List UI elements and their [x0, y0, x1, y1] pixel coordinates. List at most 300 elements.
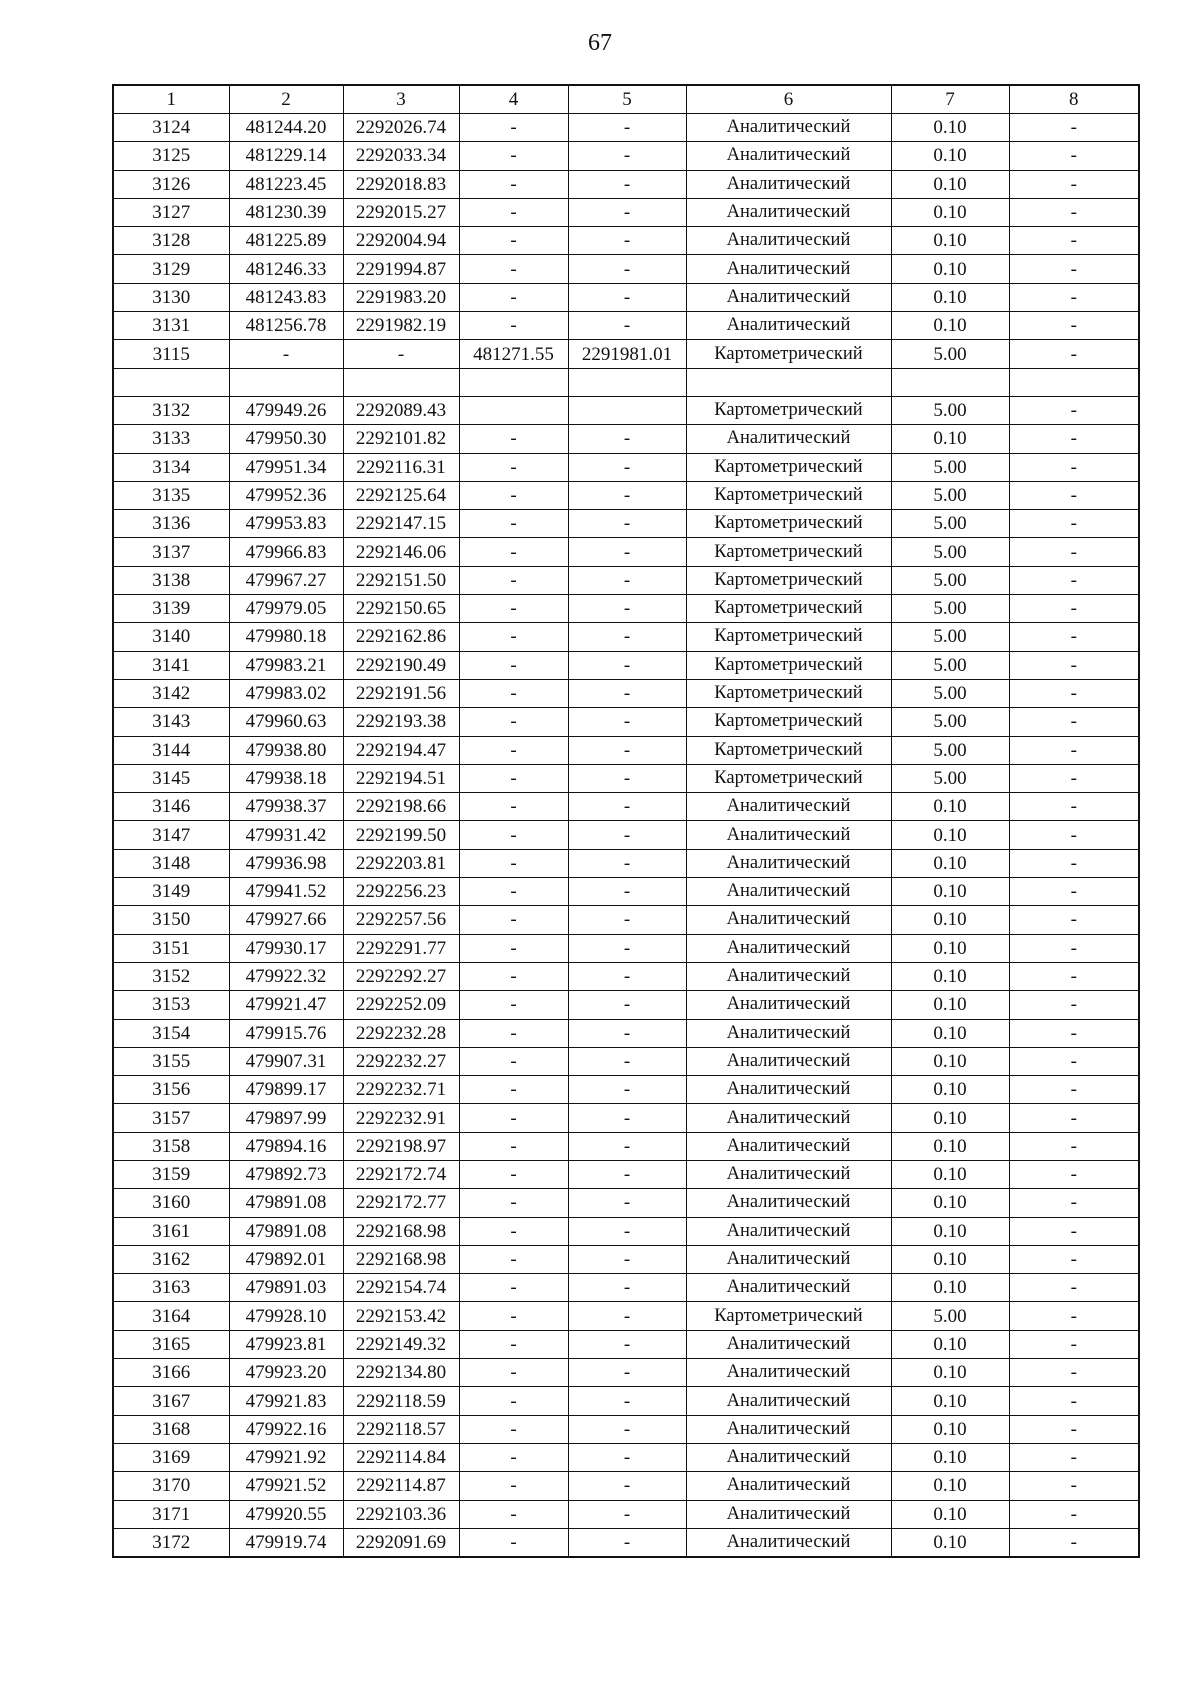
point-number-cell: 3135 — [113, 481, 229, 509]
table-row — [113, 1104, 1139, 1132]
method-cell: Аналитический — [686, 1359, 891, 1387]
table-row — [113, 481, 1139, 509]
x-alt-coordinate-cell: - — [459, 1104, 568, 1132]
point-number-cell: 3131 — [113, 312, 229, 340]
y-coordinate-cell: 2292172.74 — [343, 1160, 459, 1188]
y-coordinate-cell: 2292101.82 — [343, 425, 459, 453]
y-alt-coordinate-cell: - — [568, 1160, 686, 1188]
table-row — [113, 170, 1139, 198]
point-number-cell: 3171 — [113, 1500, 229, 1528]
method-cell: Аналитический — [686, 1019, 891, 1047]
table-row — [113, 736, 1139, 764]
accuracy-cell: 0.10 — [891, 1019, 1009, 1047]
table-row — [113, 453, 1139, 481]
note-cell: - — [1009, 1160, 1139, 1188]
accuracy-cell: 0.10 — [891, 1132, 1009, 1160]
method-cell: Аналитический — [686, 425, 891, 453]
point-number-cell: 3159 — [113, 1160, 229, 1188]
note-cell: - — [1009, 538, 1139, 566]
table-row — [113, 679, 1139, 707]
note-cell: - — [1009, 1104, 1139, 1132]
note-cell: - — [1009, 1047, 1139, 1075]
y-coordinate-cell: 2292168.98 — [343, 1217, 459, 1245]
point-number-cell: 3150 — [113, 906, 229, 934]
point-number-cell: 3128 — [113, 227, 229, 255]
column-header: 6 — [686, 85, 891, 114]
y-coordinate-cell: 2292146.06 — [343, 538, 459, 566]
note-cell: - — [1009, 708, 1139, 736]
note-cell: - — [1009, 510, 1139, 538]
method-cell: Аналитический — [686, 1387, 891, 1415]
x-coordinate-cell: 479938.37 — [229, 793, 343, 821]
method-cell: Картометрический — [686, 453, 891, 481]
accuracy-cell: 0.10 — [891, 1330, 1009, 1358]
y-coordinate-cell: 2292198.66 — [343, 793, 459, 821]
y-coordinate-cell: 2292232.28 — [343, 1019, 459, 1047]
method-cell: Аналитический — [686, 1330, 891, 1358]
y-alt-coordinate-cell: - — [568, 1047, 686, 1075]
x-coordinate-cell: 481225.89 — [229, 227, 343, 255]
accuracy-cell: 0.10 — [891, 1274, 1009, 1302]
y-coordinate-cell: 2292103.36 — [343, 1500, 459, 1528]
y-coordinate-cell: 2292118.59 — [343, 1387, 459, 1415]
accuracy-cell — [891, 368, 1009, 396]
accuracy-cell: 0.10 — [891, 934, 1009, 962]
x-coordinate-cell: 479967.27 — [229, 566, 343, 594]
note-cell: - — [1009, 623, 1139, 651]
y-coordinate-cell: - — [343, 340, 459, 368]
table-row — [113, 1189, 1139, 1217]
y-alt-coordinate-cell: - — [568, 1189, 686, 1217]
method-cell: Картометрический — [686, 595, 891, 623]
y-coordinate-cell: 2292292.27 — [343, 962, 459, 990]
y-alt-coordinate-cell: - — [568, 510, 686, 538]
point-number-cell: 3145 — [113, 764, 229, 792]
accuracy-cell: 5.00 — [891, 538, 1009, 566]
method-cell: Аналитический — [686, 1104, 891, 1132]
accuracy-cell: 0.10 — [891, 1104, 1009, 1132]
y-coordinate-cell: 2292199.50 — [343, 821, 459, 849]
y-alt-coordinate-cell: - — [568, 1528, 686, 1557]
x-alt-coordinate-cell: - — [459, 708, 568, 736]
y-alt-coordinate-cell: - — [568, 1019, 686, 1047]
accuracy-cell: 0.10 — [891, 1245, 1009, 1273]
table-row — [113, 1160, 1139, 1188]
table-row — [113, 312, 1139, 340]
accuracy-cell: 0.10 — [891, 906, 1009, 934]
y-alt-coordinate-cell: - — [568, 453, 686, 481]
note-cell: - — [1009, 1302, 1139, 1330]
point-number-cell: 3133 — [113, 425, 229, 453]
y-coordinate-cell: 2292033.34 — [343, 142, 459, 170]
accuracy-cell: 0.10 — [891, 283, 1009, 311]
y-alt-coordinate-cell: - — [568, 1472, 686, 1500]
table-row — [113, 595, 1139, 623]
method-cell: Аналитический — [686, 1047, 891, 1075]
accuracy-cell: 0.10 — [891, 170, 1009, 198]
y-alt-coordinate-cell: - — [568, 1274, 686, 1302]
table-row — [113, 1019, 1139, 1047]
x-alt-coordinate-cell: - — [459, 1019, 568, 1047]
table-row — [113, 1472, 1139, 1500]
x-alt-coordinate-cell — [459, 396, 568, 424]
x-coordinate-cell: 479941.52 — [229, 878, 343, 906]
accuracy-cell: 5.00 — [891, 396, 1009, 424]
accuracy-cell: 0.10 — [891, 1528, 1009, 1557]
column-header: 1 — [113, 85, 229, 114]
method-cell: Аналитический — [686, 1415, 891, 1443]
y-alt-coordinate-cell: - — [568, 1387, 686, 1415]
accuracy-cell: 0.10 — [891, 425, 1009, 453]
note-cell: - — [1009, 1500, 1139, 1528]
x-coordinate-cell: 479897.99 — [229, 1104, 343, 1132]
point-number-cell: 3132 — [113, 396, 229, 424]
note-cell: - — [1009, 453, 1139, 481]
table-row — [113, 1359, 1139, 1387]
method-cell: Аналитический — [686, 793, 891, 821]
table-row — [113, 510, 1139, 538]
x-alt-coordinate-cell: - — [459, 679, 568, 707]
x-coordinate-cell: 479936.98 — [229, 849, 343, 877]
note-cell: - — [1009, 396, 1139, 424]
method-cell: Аналитический — [686, 1472, 891, 1500]
y-alt-coordinate-cell: - — [568, 878, 686, 906]
accuracy-cell: 0.10 — [891, 1472, 1009, 1500]
accuracy-cell: 0.10 — [891, 142, 1009, 170]
x-coordinate-cell: 479891.08 — [229, 1189, 343, 1217]
x-alt-coordinate-cell: - — [459, 312, 568, 340]
x-alt-coordinate-cell: - — [459, 1443, 568, 1471]
y-coordinate-cell: 2292018.83 — [343, 170, 459, 198]
note-cell: - — [1009, 1415, 1139, 1443]
method-cell: Аналитический — [686, 849, 891, 877]
y-alt-coordinate-cell: - — [568, 1500, 686, 1528]
point-number-cell: 3156 — [113, 1076, 229, 1104]
x-coordinate-cell: 479923.20 — [229, 1359, 343, 1387]
note-cell: - — [1009, 1217, 1139, 1245]
y-alt-coordinate-cell: - — [568, 934, 686, 962]
note-cell: - — [1009, 312, 1139, 340]
x-alt-coordinate-cell: - — [459, 962, 568, 990]
table-row — [113, 227, 1139, 255]
y-alt-coordinate-cell: 2291981.01 — [568, 340, 686, 368]
accuracy-cell: 0.10 — [891, 227, 1009, 255]
x-alt-coordinate-cell: - — [459, 764, 568, 792]
note-cell: - — [1009, 1274, 1139, 1302]
x-coordinate-cell: 481246.33 — [229, 255, 343, 283]
accuracy-cell: 0.10 — [891, 821, 1009, 849]
x-alt-coordinate-cell: - — [459, 1132, 568, 1160]
note-cell: - — [1009, 1387, 1139, 1415]
table-row — [113, 906, 1139, 934]
point-number-cell: 3139 — [113, 595, 229, 623]
accuracy-cell: 0.10 — [891, 849, 1009, 877]
point-number-cell: 3164 — [113, 1302, 229, 1330]
x-coordinate-cell: 479899.17 — [229, 1076, 343, 1104]
table-row — [113, 1330, 1139, 1358]
y-alt-coordinate-cell: - — [568, 793, 686, 821]
y-alt-coordinate-cell: - — [568, 1302, 686, 1330]
method-cell: Аналитический — [686, 1245, 891, 1273]
x-alt-coordinate-cell: - — [459, 991, 568, 1019]
point-number-cell: 3140 — [113, 623, 229, 651]
method-cell: Аналитический — [686, 1528, 891, 1557]
note-cell: - — [1009, 793, 1139, 821]
y-coordinate-cell: 2292147.15 — [343, 510, 459, 538]
accuracy-cell: 5.00 — [891, 566, 1009, 594]
y-alt-coordinate-cell: - — [568, 679, 686, 707]
method-cell: Аналитический — [686, 114, 891, 142]
y-coordinate-cell: 2292194.47 — [343, 736, 459, 764]
point-number-cell: 3141 — [113, 651, 229, 679]
point-number-cell: 3169 — [113, 1443, 229, 1471]
table-row — [113, 1528, 1139, 1557]
note-cell: - — [1009, 198, 1139, 226]
point-number-cell: 3152 — [113, 962, 229, 990]
accuracy-cell: 5.00 — [891, 679, 1009, 707]
x-coordinate-cell: 479922.32 — [229, 962, 343, 990]
point-number-cell: 3149 — [113, 878, 229, 906]
y-alt-coordinate-cell: - — [568, 283, 686, 311]
x-alt-coordinate-cell: - — [459, 538, 568, 566]
accuracy-cell: 5.00 — [891, 1302, 1009, 1330]
y-alt-coordinate-cell: - — [568, 1443, 686, 1471]
y-coordinate-cell: 2292089.43 — [343, 396, 459, 424]
y-alt-coordinate-cell: - — [568, 312, 686, 340]
y-alt-coordinate-cell: - — [568, 1359, 686, 1387]
x-coordinate-cell: 479951.34 — [229, 453, 343, 481]
x-coordinate-cell: 479938.80 — [229, 736, 343, 764]
table-body — [113, 85, 1139, 1557]
note-cell: - — [1009, 1076, 1139, 1104]
method-cell: Картометрический — [686, 651, 891, 679]
table-row — [113, 651, 1139, 679]
y-alt-coordinate-cell: - — [568, 142, 686, 170]
table-row — [113, 283, 1139, 311]
y-coordinate-cell: 2292198.97 — [343, 1132, 459, 1160]
note-cell: - — [1009, 1019, 1139, 1047]
method-cell — [686, 368, 891, 396]
y-alt-coordinate-cell: - — [568, 1415, 686, 1443]
note-cell: - — [1009, 1359, 1139, 1387]
note-cell: - — [1009, 1443, 1139, 1471]
x-alt-coordinate-cell: - — [459, 1330, 568, 1358]
table-row — [113, 991, 1139, 1019]
note-cell: - — [1009, 1132, 1139, 1160]
method-cell: Аналитический — [686, 1274, 891, 1302]
y-alt-coordinate-cell: - — [568, 114, 686, 142]
table-row — [113, 538, 1139, 566]
x-alt-coordinate-cell: - — [459, 114, 568, 142]
table-row — [113, 368, 1139, 396]
note-cell: - — [1009, 934, 1139, 962]
point-number-cell: 3115 — [113, 340, 229, 368]
point-number-cell: 3124 — [113, 114, 229, 142]
x-coordinate-cell: 479938.18 — [229, 764, 343, 792]
note-cell: - — [1009, 821, 1139, 849]
x-coordinate-cell — [229, 368, 343, 396]
x-coordinate-cell: 479952.36 — [229, 481, 343, 509]
accuracy-cell: 0.10 — [891, 1500, 1009, 1528]
accuracy-cell: 0.10 — [891, 1160, 1009, 1188]
table-row — [113, 396, 1139, 424]
table-header-row — [113, 85, 1139, 114]
point-number-cell: 3138 — [113, 566, 229, 594]
y-coordinate-cell: 2292116.31 — [343, 453, 459, 481]
x-coordinate-cell: 479891.08 — [229, 1217, 343, 1245]
column-header: 5 — [568, 85, 686, 114]
y-alt-coordinate-cell: - — [568, 736, 686, 764]
method-cell: Аналитический — [686, 878, 891, 906]
y-coordinate-cell: 2292118.57 — [343, 1415, 459, 1443]
method-cell: Аналитический — [686, 1443, 891, 1471]
y-coordinate-cell: 2292256.23 — [343, 878, 459, 906]
y-coordinate-cell: 2292291.77 — [343, 934, 459, 962]
y-coordinate-cell: 2292150.65 — [343, 595, 459, 623]
point-number-cell: 3151 — [113, 934, 229, 962]
x-coordinate-cell: 479979.05 — [229, 595, 343, 623]
x-alt-coordinate-cell: - — [459, 1472, 568, 1500]
x-alt-coordinate-cell: - — [459, 1359, 568, 1387]
point-number-cell: 3162 — [113, 1245, 229, 1273]
note-cell: - — [1009, 906, 1139, 934]
note-cell: - — [1009, 340, 1139, 368]
point-number-cell: 3126 — [113, 170, 229, 198]
x-alt-coordinate-cell: - — [459, 425, 568, 453]
point-number-cell: 3165 — [113, 1330, 229, 1358]
table-row — [113, 566, 1139, 594]
note-cell: - — [1009, 566, 1139, 594]
y-alt-coordinate-cell: - — [568, 1245, 686, 1273]
point-number-cell: 3153 — [113, 991, 229, 1019]
note-cell: - — [1009, 1189, 1139, 1217]
accuracy-cell: 5.00 — [891, 481, 1009, 509]
x-coordinate-cell: 479960.63 — [229, 708, 343, 736]
x-alt-coordinate-cell: - — [459, 906, 568, 934]
table-row — [113, 623, 1139, 651]
note-cell: - — [1009, 651, 1139, 679]
x-coordinate-cell: 479980.18 — [229, 623, 343, 651]
point-number-cell: 3160 — [113, 1189, 229, 1217]
note-cell: - — [1009, 283, 1139, 311]
method-cell: Аналитический — [686, 1189, 891, 1217]
table-row — [113, 878, 1139, 906]
x-alt-coordinate-cell: - — [459, 878, 568, 906]
point-number-cell: 3147 — [113, 821, 229, 849]
x-alt-coordinate-cell: - — [459, 566, 568, 594]
point-number-cell: 3144 — [113, 736, 229, 764]
accuracy-cell: 0.10 — [891, 878, 1009, 906]
point-number-cell: 3166 — [113, 1359, 229, 1387]
accuracy-cell: 0.10 — [891, 255, 1009, 283]
x-alt-coordinate-cell: - — [459, 510, 568, 538]
x-coordinate-cell: 479950.30 — [229, 425, 343, 453]
point-number-cell: 3127 — [113, 198, 229, 226]
table-row — [113, 340, 1139, 368]
accuracy-cell: 5.00 — [891, 764, 1009, 792]
y-alt-coordinate-cell: - — [568, 538, 686, 566]
table-row — [113, 1274, 1139, 1302]
table-row — [113, 1217, 1139, 1245]
method-cell: Аналитический — [686, 1500, 891, 1528]
method-cell: Аналитический — [686, 1160, 891, 1188]
x-coordinate-cell: 479921.47 — [229, 991, 343, 1019]
y-coordinate-cell: 2292091.69 — [343, 1528, 459, 1557]
x-coordinate-cell: 481256.78 — [229, 312, 343, 340]
y-alt-coordinate-cell: - — [568, 170, 686, 198]
x-alt-coordinate-cell: - — [459, 1217, 568, 1245]
x-coordinate-cell: 479915.76 — [229, 1019, 343, 1047]
method-cell: Аналитический — [686, 1076, 891, 1104]
accuracy-cell: 0.10 — [891, 1359, 1009, 1387]
note-cell: - — [1009, 114, 1139, 142]
y-coordinate-cell: 2292026.74 — [343, 114, 459, 142]
point-number-cell: 3146 — [113, 793, 229, 821]
x-coordinate-cell: 479892.01 — [229, 1245, 343, 1273]
x-coordinate-cell: 479920.55 — [229, 1500, 343, 1528]
accuracy-cell: 0.10 — [891, 1443, 1009, 1471]
point-number-cell: 3170 — [113, 1472, 229, 1500]
column-header: 4 — [459, 85, 568, 114]
y-coordinate-cell: 2292257.56 — [343, 906, 459, 934]
note-cell: - — [1009, 1472, 1139, 1500]
accuracy-cell: 0.10 — [891, 1387, 1009, 1415]
x-alt-coordinate-cell: - — [459, 1189, 568, 1217]
table-row — [113, 425, 1139, 453]
table-row — [113, 1415, 1139, 1443]
method-cell: Картометрический — [686, 764, 891, 792]
point-number-cell: 3129 — [113, 255, 229, 283]
x-coordinate-cell: 479927.66 — [229, 906, 343, 934]
x-alt-coordinate-cell: - — [459, 651, 568, 679]
x-alt-coordinate-cell: - — [459, 1076, 568, 1104]
x-coordinate-cell: 479966.83 — [229, 538, 343, 566]
y-alt-coordinate-cell — [568, 368, 686, 396]
y-coordinate-cell: 2292151.50 — [343, 566, 459, 594]
note-cell: - — [1009, 962, 1139, 990]
accuracy-cell: 0.10 — [891, 991, 1009, 1019]
accuracy-cell: 0.10 — [891, 312, 1009, 340]
method-cell: Картометрический — [686, 340, 891, 368]
note-cell — [1009, 368, 1139, 396]
method-cell: Картометрический — [686, 708, 891, 736]
method-cell: Аналитический — [686, 906, 891, 934]
y-alt-coordinate-cell: - — [568, 708, 686, 736]
point-number-cell: 3137 — [113, 538, 229, 566]
method-cell: Аналитический — [686, 991, 891, 1019]
accuracy-cell: 5.00 — [891, 736, 1009, 764]
point-number-cell: 3136 — [113, 510, 229, 538]
y-coordinate-cell: 2292232.27 — [343, 1047, 459, 1075]
y-alt-coordinate-cell: - — [568, 906, 686, 934]
y-coordinate-cell: 2292004.94 — [343, 227, 459, 255]
method-cell: Аналитический — [686, 312, 891, 340]
x-alt-coordinate-cell: - — [459, 1387, 568, 1415]
x-alt-coordinate-cell: - — [459, 481, 568, 509]
x-alt-coordinate-cell: - — [459, 1047, 568, 1075]
y-coordinate-cell: 2292149.32 — [343, 1330, 459, 1358]
x-alt-coordinate-cell — [459, 368, 568, 396]
y-alt-coordinate-cell: - — [568, 425, 686, 453]
y-alt-coordinate-cell: - — [568, 849, 686, 877]
y-coordinate-cell: 2292125.64 — [343, 481, 459, 509]
x-coordinate-cell: 479931.42 — [229, 821, 343, 849]
x-coordinate-cell: 479983.21 — [229, 651, 343, 679]
accuracy-cell: 0.10 — [891, 793, 1009, 821]
x-coordinate-cell: 479922.16 — [229, 1415, 343, 1443]
table-row — [113, 142, 1139, 170]
method-cell: Аналитический — [686, 283, 891, 311]
